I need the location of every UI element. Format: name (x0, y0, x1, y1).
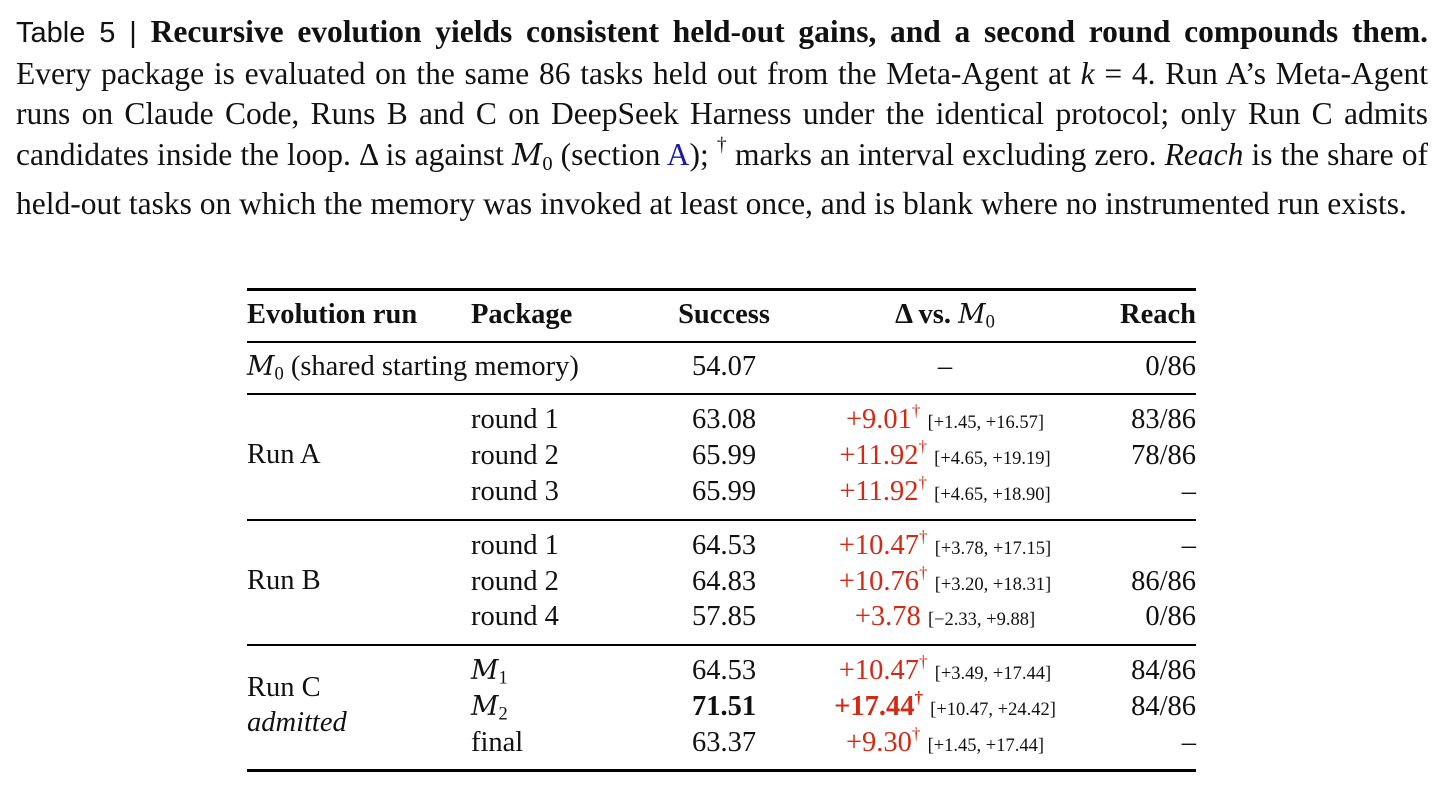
run-a-round-2-delta (797, 439, 1093, 476)
group-rule (247, 644, 1196, 646)
run-b-round-4-success: 57.85 (691, 601, 757, 632)
delta-value: +9.30 (845, 727, 912, 758)
run-a-label: Run A (247, 439, 321, 470)
dagger-mark: † (919, 652, 928, 672)
run-c-m1-success: 64.53 (691, 655, 757, 686)
run-b-round-4-delta (797, 600, 1093, 637)
confidence-interval: [+4.65, +19.19] (934, 449, 1051, 469)
delta-value: +9.01 (845, 404, 912, 435)
run-a-round-3-reach: – (1181, 476, 1196, 507)
base-row-label (247, 350, 579, 392)
caption-m0-subscript: 0 (542, 152, 553, 175)
delta-value: +10.47 (838, 530, 920, 561)
confidence-interval: [+4.65, +18.90] (934, 485, 1051, 505)
confidence-interval: [+10.47, +24.42] (930, 700, 1056, 720)
header-success: Success (678, 299, 770, 330)
dagger-mark: † (919, 563, 928, 583)
run-c-final-success: 63.37 (691, 727, 757, 758)
confidence-interval: [+3.49, +17.44] (934, 664, 1052, 684)
header-delta-m-symbol: M (958, 299, 986, 330)
m2-symbol: M (471, 691, 499, 722)
base-m-subscript: 0 (274, 363, 284, 385)
run-b-round-2-package: round 2 (471, 566, 559, 597)
dagger-mark: † (918, 437, 928, 457)
base-row-delta: – (937, 351, 953, 382)
run-b-round-4-reach: 0/86 (1145, 601, 1196, 632)
run-b-round-1-success: 64.53 (691, 530, 757, 561)
group-rule (247, 519, 1196, 521)
header-package: Package (471, 299, 573, 330)
confidence-interval: [+1.45, +16.57] (927, 413, 1045, 433)
run-c-m2-success: 71.51 (691, 691, 757, 722)
table-caption (16, 12, 1428, 225)
run-a-round-3-package: round 3 (471, 476, 559, 507)
run-c-note: admitted (247, 707, 347, 738)
run-b-round-2-delta (797, 565, 1093, 602)
header-delta-prefix: Δ vs. (895, 299, 959, 330)
header-reach: Reach (1120, 299, 1196, 330)
run-c-final-package: final (471, 727, 524, 758)
run-c-m2-delta (797, 690, 1093, 727)
dagger-mark: † (911, 401, 921, 421)
run-a-round-1-success: 63.08 (691, 404, 757, 435)
run-a-round-1-package: round 1 (471, 404, 559, 435)
dagger-mark: † (918, 473, 928, 493)
dagger-mark: † (914, 688, 924, 708)
bottom-rule (247, 769, 1196, 772)
caption-text: marks an interval excluding zero. (726, 136, 1165, 172)
header-rule (247, 341, 1196, 343)
run-c-final-reach: – (1181, 727, 1196, 758)
run-a-round-3-success: 65.99 (691, 476, 757, 507)
dagger-mark: † (911, 724, 921, 744)
base-row-success: 54.07 (691, 351, 757, 382)
caption-text: ); (689, 136, 717, 172)
caption-label: Table 5 | (16, 17, 151, 49)
run-a-round-2-package: round 2 (471, 440, 559, 471)
confidence-interval: [+1.45, +17.44] (927, 736, 1045, 756)
group-rule (247, 393, 1196, 395)
header-delta-m-subscript: 0 (985, 311, 995, 333)
m1-subscript: 1 (498, 667, 508, 689)
run-b-round-2-reach: 86/86 (1131, 566, 1196, 597)
caption-reach-word: Reach (1164, 136, 1244, 172)
m1-symbol: M (471, 655, 499, 686)
delta-value: +11.92 (839, 476, 919, 507)
delta-value: +10.76 (838, 566, 920, 597)
run-a-round-2-success: 65.99 (691, 440, 757, 471)
run-c-m1-delta (797, 654, 1093, 691)
run-a-round-1-delta (797, 403, 1093, 440)
run-c-m1-reach: 84/86 (1131, 655, 1196, 686)
run-b-round-4-package: round 4 (471, 601, 559, 632)
caption-k-variable: k (1080, 55, 1095, 91)
base-row-text: (shared starting memory) (283, 351, 579, 382)
run-b-round-2-success: 64.83 (691, 566, 757, 597)
run-a-round-2-reach: 78/86 (1131, 440, 1196, 471)
dagger-mark: † (919, 527, 928, 547)
m2-subscript: 2 (498, 703, 508, 725)
run-b-round-1-package: round 1 (471, 530, 559, 561)
caption-text: is the share of held-out tasks on which the memory was invoked at least once, and is blank where no instrumented run exists. (16, 136, 1428, 222)
caption-m0-symbol: M (512, 137, 543, 172)
header-evolution-run: Evolution run (247, 299, 418, 330)
delta-value: +3.78 (854, 601, 921, 632)
run-b-round-1-delta (797, 529, 1093, 566)
caption-text: (section (552, 136, 667, 172)
base-m-symbol: M (247, 351, 275, 382)
run-b-label: Run B (247, 565, 321, 596)
caption-text: Every package is evaluated on the same 86 tasks held out from the Meta-Agent at (16, 55, 1081, 91)
delta-value: +17.44 (834, 691, 915, 722)
caption-dagger: † (716, 133, 727, 155)
top-rule (247, 288, 1196, 291)
run-c-m2-reach: 84/86 (1131, 691, 1196, 722)
results-table (247, 288, 1196, 774)
delta-value: +10.47 (838, 655, 920, 686)
caption-title: Recursive evolution yields consistent held-out gains, and a second round compounds them. (150, 14, 1428, 49)
confidence-interval: [−2.33, +9.88] (927, 610, 1036, 630)
caption-text: = 4. Run A’s Meta-Agent runs on Claude Code, Runs B and C on DeepSeek Harness under the identical protocol; only Run C admits candidates inside the loop. Δ is against (16, 55, 1428, 172)
header-delta (797, 298, 1093, 340)
run-c-label: Run C (247, 672, 321, 703)
run-b-round-1-reach: – (1181, 530, 1196, 561)
base-row-reach: 0/86 (1145, 351, 1196, 382)
run-c-final-delta (797, 726, 1093, 763)
confidence-interval: [+3.20, +18.31] (934, 575, 1052, 595)
confidence-interval: [+3.78, +17.15] (934, 539, 1052, 559)
section-a-link[interactable]: A (666, 136, 690, 172)
run-a-round-1-reach: 83/86 (1131, 404, 1196, 435)
delta-value: +11.92 (839, 440, 919, 471)
run-a-round-3-delta (797, 475, 1093, 512)
